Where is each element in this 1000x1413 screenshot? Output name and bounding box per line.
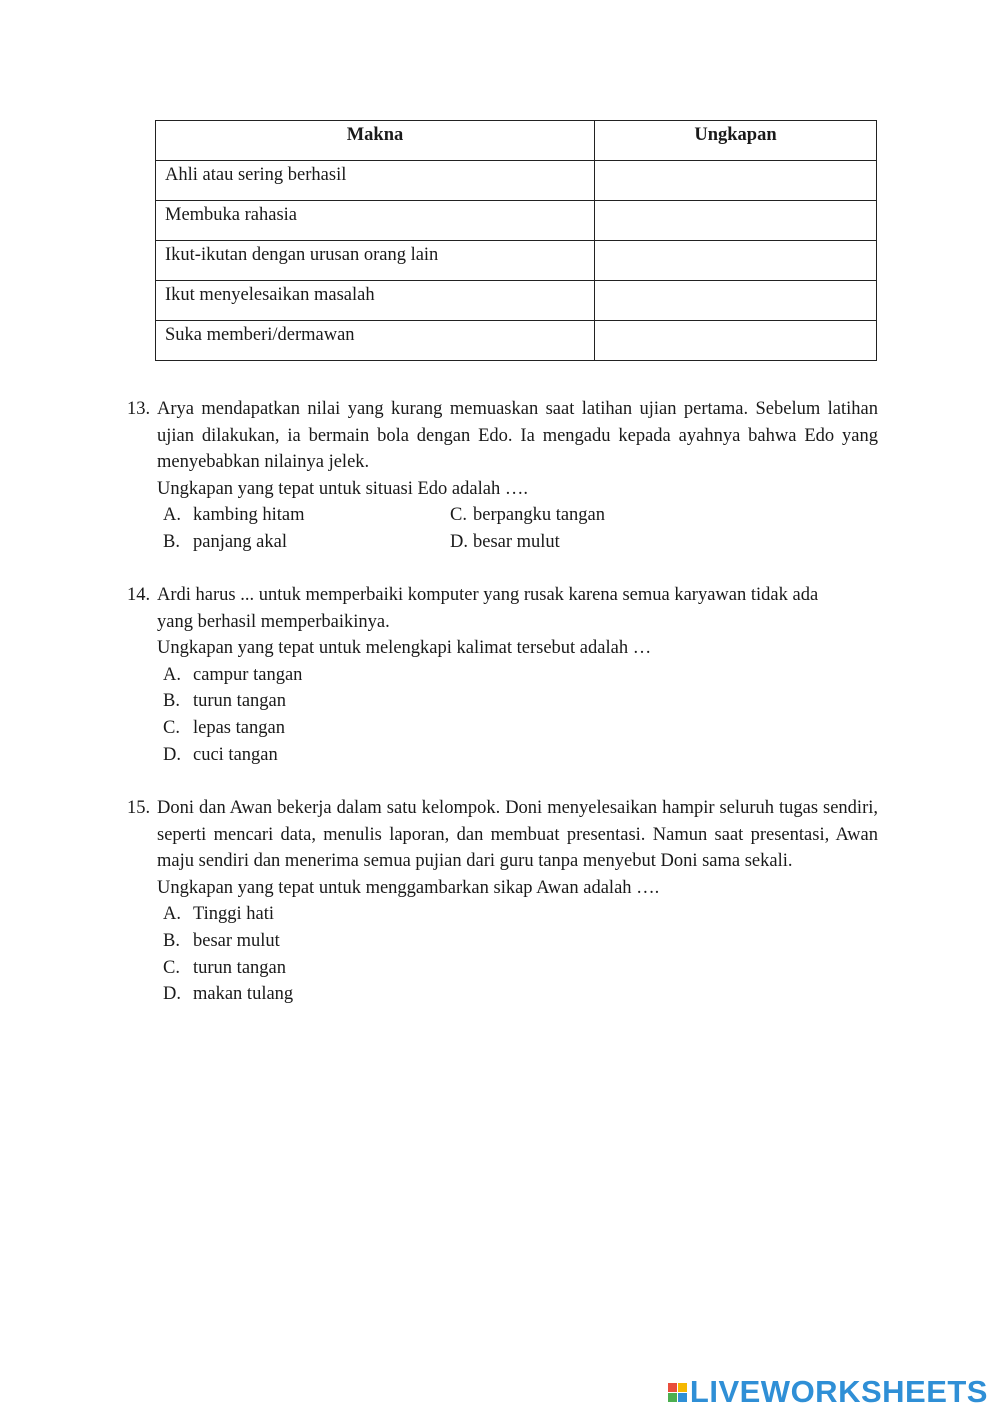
- option-text: cuci tangan: [193, 744, 278, 765]
- option-a[interactable]: [163, 901, 878, 928]
- option-b[interactable]: [163, 688, 847, 715]
- option-label: A.: [163, 505, 181, 526]
- header-makna: Makna: [156, 121, 595, 161]
- question-15: [127, 795, 878, 1008]
- option-label: D.: [163, 744, 181, 765]
- option-d[interactable]: [163, 742, 847, 769]
- option-label: A.: [163, 904, 181, 925]
- option-label: C.: [163, 957, 180, 978]
- makna-cell: Ikut menyelesaikan masalah: [156, 281, 595, 321]
- question-number: 15.: [127, 798, 151, 818]
- option-d[interactable]: [450, 529, 750, 556]
- question-text: Arya mendapatkan nilai yang kurang memuaskan saat latihan ujian pertama. Sebelum latihan ujian dilakukan, ia bermain bola dengan Edo. Ia mengadu kepada ayahnya bahwa Edo yang menyebabkan nilainya jelek.: [157, 399, 878, 473]
- table-row: [156, 201, 877, 241]
- table-row: [156, 241, 877, 281]
- ungkapan-answer-cell[interactable]: [595, 161, 877, 201]
- option-label: B.: [163, 531, 180, 552]
- question-number: 13.: [127, 399, 151, 419]
- option-label: B.: [163, 930, 180, 951]
- ungkapan-answer-cell[interactable]: [595, 241, 877, 281]
- option-c[interactable]: [163, 715, 847, 742]
- logo-mark-square: [678, 1383, 687, 1392]
- question-prompt: Ungkapan yang tepat untuk situasi Edo adalah ….: [157, 478, 528, 499]
- table-row: [156, 161, 877, 201]
- logo-mark-square: [668, 1383, 677, 1392]
- makna-cell: Suka memberi/dermawan: [156, 321, 595, 361]
- makna-cell: Ahli atau sering berhasil: [156, 161, 595, 201]
- makna-cell: Membuka rahasia: [156, 201, 595, 241]
- option-text: besar mulut: [473, 531, 560, 552]
- option-text: campur tangan: [193, 664, 303, 685]
- option-text: berpangku tangan: [473, 505, 606, 526]
- option-label: A.: [163, 664, 181, 685]
- option-text: kambing hitam: [193, 505, 305, 526]
- logo-mark-icon: [668, 1383, 687, 1402]
- ungkapan-answer-cell[interactable]: [595, 201, 877, 241]
- ungkapan-answer-cell[interactable]: [595, 281, 877, 321]
- option-a[interactable]: [163, 502, 450, 529]
- question-text: Doni dan Awan bekerja dalam satu kelompok. Doni menyelesaikan hampir seluruh tugas sendiri, seperti mencari data, menulis laporan, dan membuat presentasi. Namun saat presentasi, Awan maju sendiri dan menerima semua pujian dari guru tanpa menyebut Doni sama sekali.: [157, 798, 878, 872]
- option-label: D.: [450, 531, 468, 552]
- option-text: turun tangan: [193, 691, 286, 712]
- liveworksheets-logo: [668, 1374, 988, 1410]
- option-label: C.: [450, 505, 467, 526]
- option-text: panjang akal: [193, 531, 287, 552]
- option-label: C.: [163, 717, 180, 738]
- question-prompt: Ungkapan yang tepat untuk menggambarkan sikap Awan adalah ….: [157, 877, 660, 898]
- options-list: [163, 502, 878, 555]
- option-text: turun tangan: [193, 957, 286, 978]
- option-label: D.: [163, 984, 181, 1005]
- logo-text: LIVEWORKSHEETS: [689, 1374, 988, 1409]
- option-b[interactable]: [163, 529, 450, 556]
- question-text: Ardi harus ... untuk memperbaiki komputer yang rusak karena semua karyawan tidak ada yang berhasil memperbaikinya.: [157, 585, 819, 632]
- logo-mark-square: [668, 1393, 677, 1402]
- option-c[interactable]: [163, 955, 878, 982]
- option-text: besar mulut: [193, 930, 280, 951]
- question-number: 14.: [127, 585, 151, 605]
- option-a[interactable]: [163, 662, 847, 689]
- logo-mark-square: [678, 1393, 687, 1402]
- ungkapan-answer-cell[interactable]: [595, 321, 877, 361]
- table-header-row: [156, 121, 877, 161]
- options-list: [163, 901, 878, 1007]
- option-c[interactable]: [450, 502, 750, 529]
- question-prompt: Ungkapan yang tepat untuk melengkapi kalimat tersebut adalah …: [157, 638, 652, 659]
- option-text: Tinggi hati: [193, 904, 275, 925]
- makna-cell: Ikut-ikutan dengan urusan orang lain: [156, 241, 595, 281]
- option-label: B.: [163, 691, 180, 712]
- question-13: [127, 396, 878, 556]
- option-text: makan tulang: [193, 984, 294, 1005]
- header-ungkapan: Ungkapan: [595, 121, 877, 161]
- option-text: lepas tangan: [193, 717, 285, 738]
- makna-ungkapan-table: [155, 120, 877, 361]
- option-d[interactable]: [163, 981, 878, 1008]
- question-14: [127, 582, 847, 768]
- option-b[interactable]: [163, 928, 878, 955]
- options-list: [163, 662, 847, 768]
- table-row: [156, 321, 877, 361]
- table-row: [156, 281, 877, 321]
